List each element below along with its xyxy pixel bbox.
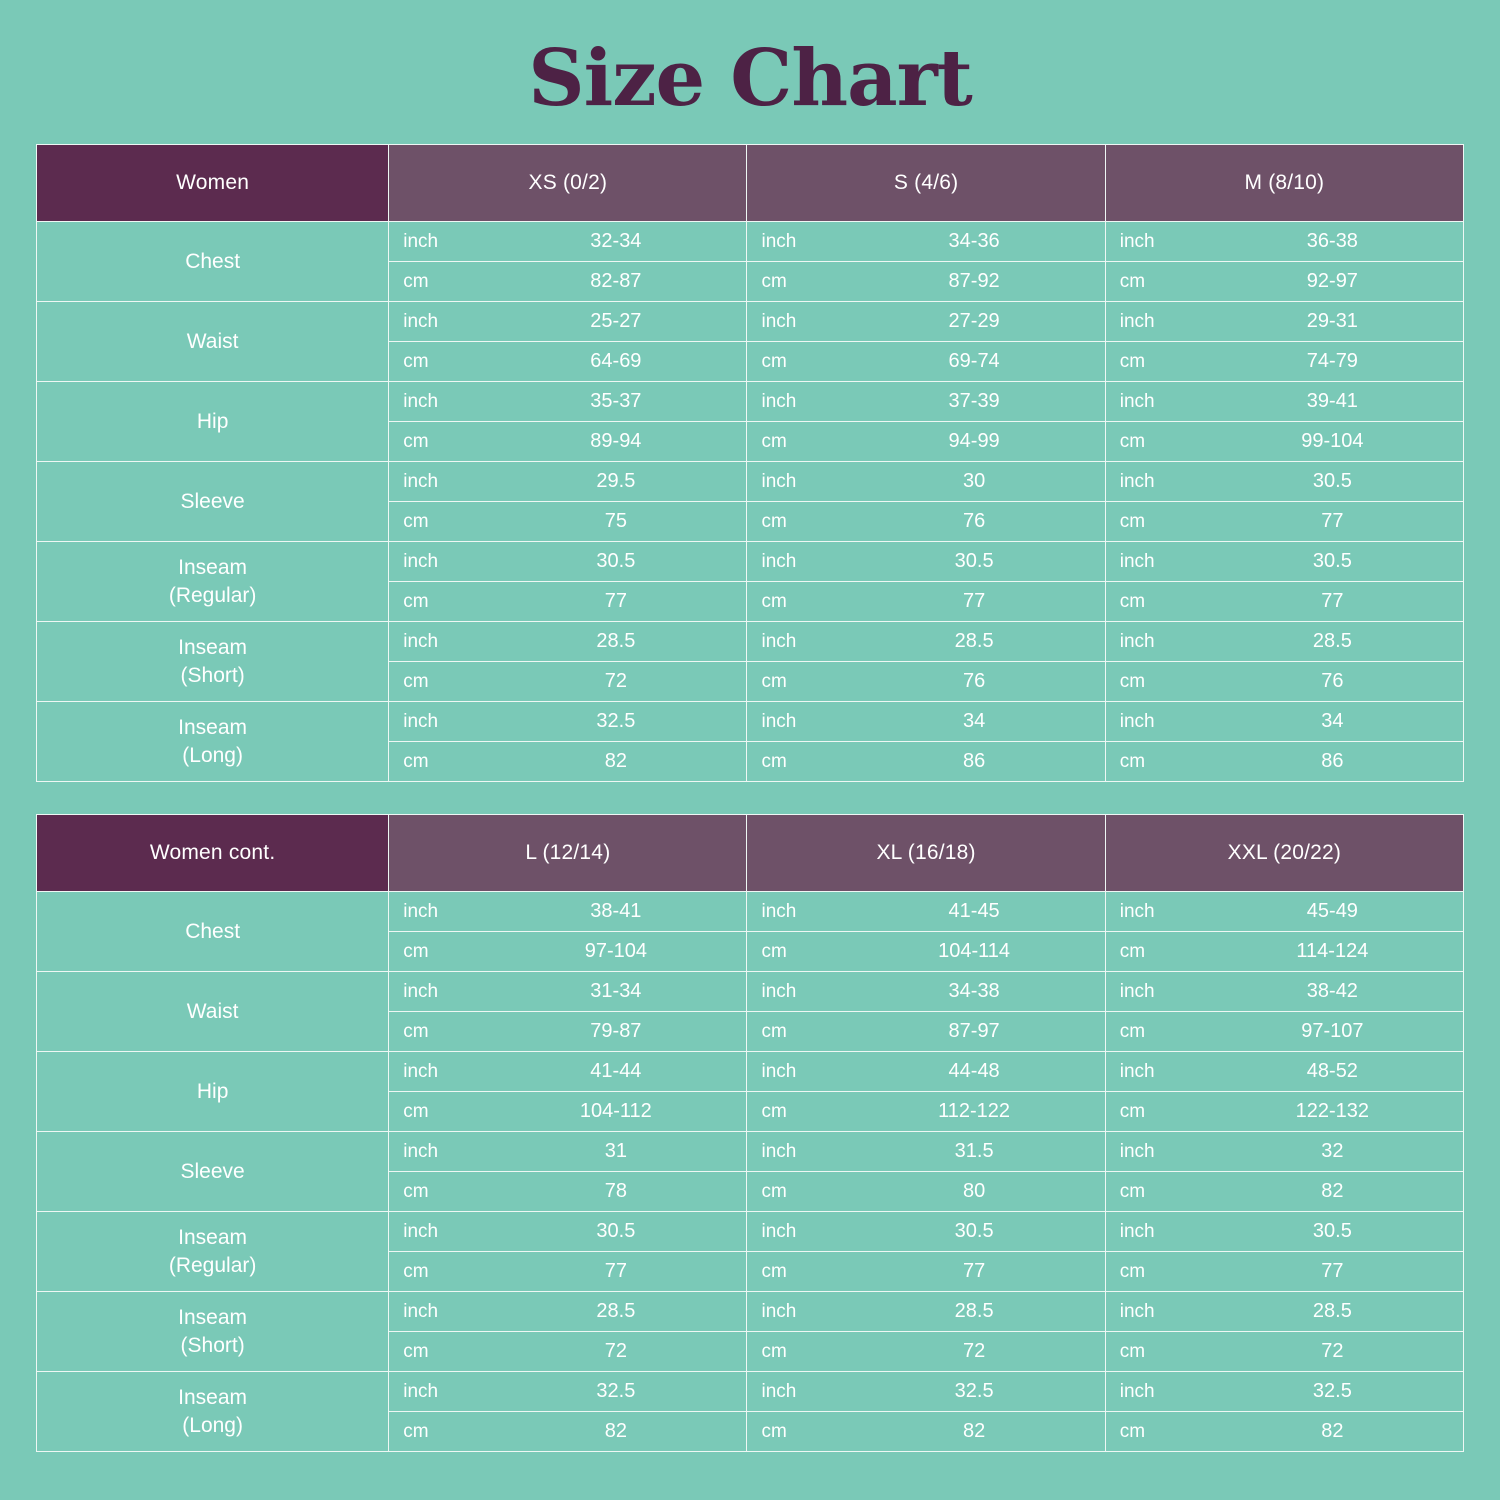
unit-label: cm (761, 750, 787, 772)
measurement-value: 77 (1321, 510, 1344, 532)
unit-label: cm (1119, 670, 1146, 692)
measurement-value: 28.5 (1312, 630, 1352, 652)
measurement-value: 41-44 (590, 1060, 642, 1082)
measurement-cell (747, 1172, 1105, 1212)
measurement-value: 64-69 (590, 350, 642, 372)
measurement-value: 77 (604, 590, 627, 612)
measurement-label: Hip (37, 382, 389, 462)
unit-label: cm (761, 1100, 787, 1122)
measurement-value: 86 (1321, 750, 1344, 772)
measurement-value: 41-45 (948, 900, 1000, 922)
unit-label: inch (1119, 230, 1155, 252)
measurement-value: 76 (962, 510, 986, 532)
measurement-cell (747, 1332, 1105, 1372)
measurement-value: 32-34 (590, 230, 642, 252)
measurement-value: 77 (1321, 590, 1344, 612)
table-header-size: XXL (20/22) (1105, 815, 1463, 892)
measurement-cell (389, 662, 747, 702)
measurement-cell (747, 462, 1105, 502)
measurement-cell (389, 262, 747, 302)
measurement-label: Sleeve (37, 1132, 389, 1212)
measurement-label: Waist (37, 972, 389, 1052)
measurement-label: Inseam (Regular) (37, 542, 389, 622)
measurement-cell (747, 702, 1105, 742)
measurement-value: 76 (962, 670, 986, 692)
measurement-cell (747, 342, 1105, 382)
measurement-cell (389, 1132, 747, 1172)
unit-label: cm (403, 590, 429, 612)
unit-label: cm (761, 670, 787, 692)
measurement-cell (747, 582, 1105, 622)
unit-label: cm (403, 1020, 429, 1042)
unit-label: cm (761, 1260, 787, 1282)
table-header-size: M (8/10) (1105, 145, 1463, 222)
measurement-value: 27-29 (948, 310, 1000, 332)
table-header-size: XS (0/2) (389, 145, 747, 222)
measurement-value: 82 (962, 1420, 986, 1442)
measurement-cell (389, 582, 747, 622)
measurement-cell (1105, 342, 1463, 382)
measurement-value: 72 (604, 1340, 627, 1362)
unit-label: inch (403, 1140, 439, 1162)
measurement-cell (747, 262, 1105, 302)
table-row (37, 382, 1464, 422)
measurement-value: 76 (1321, 670, 1344, 692)
unit-label: inch (403, 1060, 439, 1082)
unit-label: inch (403, 980, 439, 1002)
size-tables-container (36, 144, 1464, 1484)
unit-label: inch (761, 310, 797, 332)
unit-label: cm (403, 750, 429, 772)
measurement-cell (389, 222, 747, 262)
measurement-cell (747, 502, 1105, 542)
unit-label: inch (1119, 980, 1155, 1002)
measurement-cell (747, 1412, 1105, 1452)
unit-label: inch (1119, 1220, 1155, 1242)
unit-label: cm (1119, 1020, 1146, 1042)
unit-label: inch (761, 230, 797, 252)
unit-label: inch (761, 1220, 797, 1242)
measurement-value: 80 (962, 1180, 986, 1202)
unit-label: inch (1119, 390, 1155, 412)
unit-label: cm (1119, 1340, 1146, 1362)
measurement-value: 74-79 (1306, 350, 1358, 372)
unit-label: inch (761, 470, 797, 492)
measurement-cell (1105, 932, 1463, 972)
measurement-value: 28.5 (596, 1300, 636, 1322)
table-row (37, 462, 1464, 502)
page-title: Size Chart (528, 33, 972, 124)
measurement-value: 32.5 (596, 710, 636, 732)
measurement-value: 30.5 (596, 550, 636, 572)
unit-label: inch (761, 1300, 797, 1322)
table-row (37, 542, 1464, 582)
measurement-value: 30.5 (1312, 470, 1352, 492)
unit-label: cm (403, 1340, 429, 1362)
unit-label: cm (1119, 430, 1146, 452)
measurement-value: 75 (604, 510, 627, 532)
measurement-cell (747, 1292, 1105, 1332)
size-table (36, 144, 1464, 782)
unit-label: cm (1119, 590, 1146, 612)
measurement-value: 94-99 (948, 430, 1000, 452)
unit-label: cm (1119, 1260, 1146, 1282)
table-row (37, 972, 1464, 1012)
measurement-value: 29.5 (596, 470, 636, 492)
measurement-value: 34 (962, 710, 986, 732)
measurement-cell (389, 1412, 747, 1452)
measurement-value: 77 (604, 1260, 627, 1282)
measurement-cell (389, 622, 747, 662)
measurement-cell (1105, 502, 1463, 542)
measurement-value: 29-31 (1306, 310, 1358, 332)
measurement-value: 31-34 (590, 980, 642, 1002)
table-header-label: Women (37, 145, 389, 222)
unit-label: cm (403, 940, 429, 962)
table-row (37, 1052, 1464, 1092)
unit-label: inch (1119, 900, 1155, 922)
measurement-cell (1105, 662, 1463, 702)
measurement-label: Waist (37, 302, 389, 382)
unit-label: cm (403, 350, 429, 372)
unit-label: cm (403, 1420, 429, 1442)
unit-label: inch (761, 1380, 797, 1402)
table-row (37, 892, 1464, 932)
measurement-value: 78 (604, 1180, 627, 1202)
unit-label: inch (403, 390, 439, 412)
measurement-value: 87-97 (948, 1020, 1000, 1042)
unit-label: inch (1119, 310, 1155, 332)
measurement-value: 28.5 (596, 630, 636, 652)
measurement-value: 30.5 (954, 550, 994, 572)
measurement-value: 34 (1321, 710, 1344, 732)
unit-label: inch (761, 390, 797, 412)
measurement-cell (747, 422, 1105, 462)
measurement-value: 31.5 (954, 1140, 994, 1162)
measurement-value: 36-38 (1306, 230, 1358, 252)
unit-label: inch (761, 550, 797, 572)
measurement-value: 72 (962, 1340, 986, 1362)
measurement-cell (1105, 892, 1463, 932)
measurement-value: 31 (604, 1140, 627, 1162)
measurement-value: 97-104 (584, 940, 647, 962)
measurement-cell (747, 622, 1105, 662)
measurement-value: 82 (604, 1420, 627, 1442)
unit-label: inch (1119, 550, 1155, 572)
measurement-cell (747, 1092, 1105, 1132)
measurement-value: 104-112 (579, 1100, 652, 1122)
measurement-cell (1105, 1372, 1463, 1412)
unit-label: cm (1119, 1100, 1146, 1122)
measurement-cell (1105, 972, 1463, 1012)
measurement-value: 112-122 (938, 1100, 1011, 1122)
measurement-value: 28.5 (954, 1300, 994, 1322)
measurement-value: 77 (962, 1260, 986, 1282)
measurement-cell (389, 462, 747, 502)
unit-label: cm (761, 1020, 787, 1042)
measurement-cell (389, 1092, 747, 1132)
unit-label: cm (761, 350, 787, 372)
measurement-value: 28.5 (954, 630, 994, 652)
measurement-cell (1105, 1132, 1463, 1172)
table-header-row (37, 815, 1464, 892)
measurement-value: 32 (1321, 1140, 1344, 1162)
measurement-cell (389, 502, 747, 542)
measurement-cell (1105, 742, 1463, 782)
measurement-cell (389, 302, 747, 342)
measurement-value: 30.5 (1312, 1220, 1352, 1242)
measurement-cell (389, 1332, 747, 1372)
measurement-value: 82 (604, 750, 627, 772)
unit-label: cm (761, 1340, 787, 1362)
measurement-cell (747, 382, 1105, 422)
table-row (37, 1292, 1464, 1332)
table-row (37, 702, 1464, 742)
unit-label: inch (403, 630, 439, 652)
measurement-cell (1105, 1292, 1463, 1332)
measurement-label: Chest (37, 222, 389, 302)
measurement-label: Inseam (Regular) (37, 1212, 389, 1292)
measurement-cell (389, 1252, 747, 1292)
table-header-size: L (12/14) (389, 815, 747, 892)
measurement-value: 82 (1321, 1420, 1344, 1442)
unit-label: cm (1119, 1180, 1146, 1202)
unit-label: inch (403, 1300, 439, 1322)
measurement-cell (1105, 1412, 1463, 1452)
table-header-size: S (4/6) (747, 145, 1105, 222)
measurement-cell (1105, 1052, 1463, 1092)
measurement-value: 82 (1321, 1180, 1344, 1202)
unit-label: cm (403, 1180, 429, 1202)
measurement-cell (389, 932, 747, 972)
measurement-cell (747, 1212, 1105, 1252)
measurement-cell (1105, 302, 1463, 342)
measurement-cell (1105, 622, 1463, 662)
measurement-cell (747, 932, 1105, 972)
measurement-cell (1105, 542, 1463, 582)
measurement-cell (747, 222, 1105, 262)
measurement-cell (747, 972, 1105, 1012)
unit-label: inch (1119, 1140, 1155, 1162)
measurement-label: Inseam (Long) (37, 1372, 389, 1452)
table-row (37, 622, 1464, 662)
table-header-row (37, 145, 1464, 222)
measurement-value: 25-27 (590, 310, 642, 332)
measurement-cell (747, 1372, 1105, 1412)
unit-label: cm (403, 1100, 429, 1122)
measurement-cell (1105, 222, 1463, 262)
measurement-cell (747, 542, 1105, 582)
unit-label: cm (403, 510, 429, 532)
measurement-cell (747, 302, 1105, 342)
unit-label: cm (403, 430, 429, 452)
measurement-value: 28.5 (1312, 1300, 1352, 1322)
measurement-cell (1105, 422, 1463, 462)
unit-label: cm (1119, 350, 1146, 372)
unit-label: inch (403, 710, 439, 732)
measurement-label: Sleeve (37, 462, 389, 542)
table-row (37, 1212, 1464, 1252)
unit-label: inch (761, 980, 797, 1002)
measurement-value: 82-87 (590, 270, 642, 292)
measurement-cell (1105, 382, 1463, 422)
unit-label: cm (1119, 750, 1146, 772)
unit-label: cm (403, 1260, 429, 1282)
measurement-cell (747, 742, 1105, 782)
measurement-value: 114-124 (1296, 940, 1369, 962)
unit-label: cm (761, 430, 787, 452)
measurement-value: 32.5 (954, 1380, 994, 1402)
measurement-cell (1105, 462, 1463, 502)
unit-label: cm (1119, 940, 1146, 962)
measurement-cell (747, 1132, 1105, 1172)
measurement-label: Inseam (Short) (37, 622, 389, 702)
measurement-cell (389, 542, 747, 582)
unit-label: cm (1119, 270, 1146, 292)
unit-label: inch (403, 310, 439, 332)
measurement-cell (747, 662, 1105, 702)
unit-label: inch (1119, 630, 1155, 652)
table-row (37, 302, 1464, 342)
measurement-cell (1105, 1092, 1463, 1132)
measurement-value: 30.5 (1312, 550, 1352, 572)
measurement-cell (1105, 582, 1463, 622)
measurement-value: 87-92 (948, 270, 1000, 292)
unit-label: inch (403, 550, 439, 572)
measurement-value: 77 (1321, 1260, 1344, 1282)
unit-label: inch (403, 230, 439, 252)
measurement-cell (1105, 1332, 1463, 1372)
unit-label: cm (403, 270, 429, 292)
measurement-value: 44-48 (948, 1060, 1000, 1082)
measurement-cell (747, 892, 1105, 932)
measurement-value: 32.5 (596, 1380, 636, 1402)
measurement-label: Inseam (Long) (37, 702, 389, 782)
measurement-value: 30.5 (954, 1220, 994, 1242)
unit-label: cm (761, 270, 787, 292)
measurement-value: 72 (1321, 1340, 1344, 1362)
measurement-value: 30.5 (596, 1220, 636, 1242)
measurement-cell (389, 1012, 747, 1052)
measurement-cell (389, 892, 747, 932)
measurement-cell (389, 1372, 747, 1412)
measurement-cell (389, 1292, 747, 1332)
unit-label: cm (761, 510, 787, 532)
measurement-value: 99-104 (1301, 430, 1364, 452)
unit-label: cm (761, 590, 787, 612)
measurement-value: 45-49 (1306, 900, 1358, 922)
unit-label: inch (1119, 1300, 1155, 1322)
unit-label: inch (403, 470, 439, 492)
measurement-value: 37-39 (948, 390, 1000, 412)
measurement-value: 122-132 (1295, 1100, 1370, 1122)
unit-label: cm (761, 1180, 787, 1202)
measurement-value: 104-114 (938, 940, 1011, 962)
measurement-value: 97-107 (1301, 1020, 1364, 1042)
measurement-value: 35-37 (590, 390, 642, 412)
unit-label: inch (1119, 1060, 1155, 1082)
measurement-cell (747, 1052, 1105, 1092)
unit-label: inch (403, 1220, 439, 1242)
measurement-cell (747, 1252, 1105, 1292)
measurement-value: 86 (962, 750, 986, 772)
measurement-cell (1105, 1172, 1463, 1212)
measurement-cell (389, 1172, 747, 1212)
measurement-value: 89-94 (590, 430, 642, 452)
measurement-cell (747, 1012, 1105, 1052)
size-table (36, 814, 1464, 1452)
measurement-cell (1105, 1012, 1463, 1052)
measurement-value: 32.5 (1312, 1380, 1352, 1402)
measurement-value: 92-97 (1306, 270, 1358, 292)
measurement-cell (389, 1212, 747, 1252)
measurement-value: 48-52 (1306, 1060, 1358, 1082)
measurement-value: 79-87 (590, 1020, 642, 1042)
unit-label: inch (1119, 710, 1155, 732)
measurement-value: 38-41 (590, 900, 642, 922)
table-row (37, 1132, 1464, 1172)
unit-label: cm (761, 1420, 787, 1442)
unit-label: inch (403, 900, 439, 922)
measurement-cell (389, 1052, 747, 1092)
measurement-value: 30 (962, 470, 986, 492)
measurement-label: Chest (37, 892, 389, 972)
measurement-cell (1105, 262, 1463, 302)
measurement-cell (1105, 702, 1463, 742)
measurement-value: 34-38 (948, 980, 1000, 1002)
measurement-value: 77 (962, 590, 986, 612)
measurement-value: 38-42 (1306, 980, 1358, 1002)
measurement-value: 72 (604, 670, 627, 692)
measurement-cell (389, 422, 747, 462)
measurement-cell (389, 742, 747, 782)
unit-label: inch (761, 900, 797, 922)
unit-label: cm (1119, 510, 1146, 532)
measurement-value: 34-36 (948, 230, 1000, 252)
measurement-cell (1105, 1252, 1463, 1292)
unit-label: cm (761, 940, 787, 962)
unit-label: inch (1119, 1380, 1155, 1402)
measurement-cell (389, 702, 747, 742)
unit-label: inch (761, 1140, 797, 1162)
measurement-label: Inseam (Short) (37, 1292, 389, 1372)
measurement-cell (389, 972, 747, 1012)
table-header-size: XL (16/18) (747, 815, 1105, 892)
unit-label: cm (403, 670, 429, 692)
unit-label: inch (761, 1060, 797, 1082)
unit-label: inch (761, 710, 797, 732)
measurement-cell (389, 342, 747, 382)
unit-label: cm (1119, 1420, 1146, 1442)
measurement-value: 39-41 (1306, 390, 1358, 412)
measurement-cell (389, 382, 747, 422)
measurement-label: Hip (37, 1052, 389, 1132)
unit-label: inch (761, 630, 797, 652)
measurement-cell (1105, 1212, 1463, 1252)
unit-label: inch (1119, 470, 1155, 492)
table-header-label: Women cont. (37, 815, 389, 892)
measurement-value: 69-74 (948, 350, 1000, 372)
unit-label: inch (403, 1380, 439, 1402)
table-row (37, 1372, 1464, 1412)
table-row (37, 222, 1464, 262)
